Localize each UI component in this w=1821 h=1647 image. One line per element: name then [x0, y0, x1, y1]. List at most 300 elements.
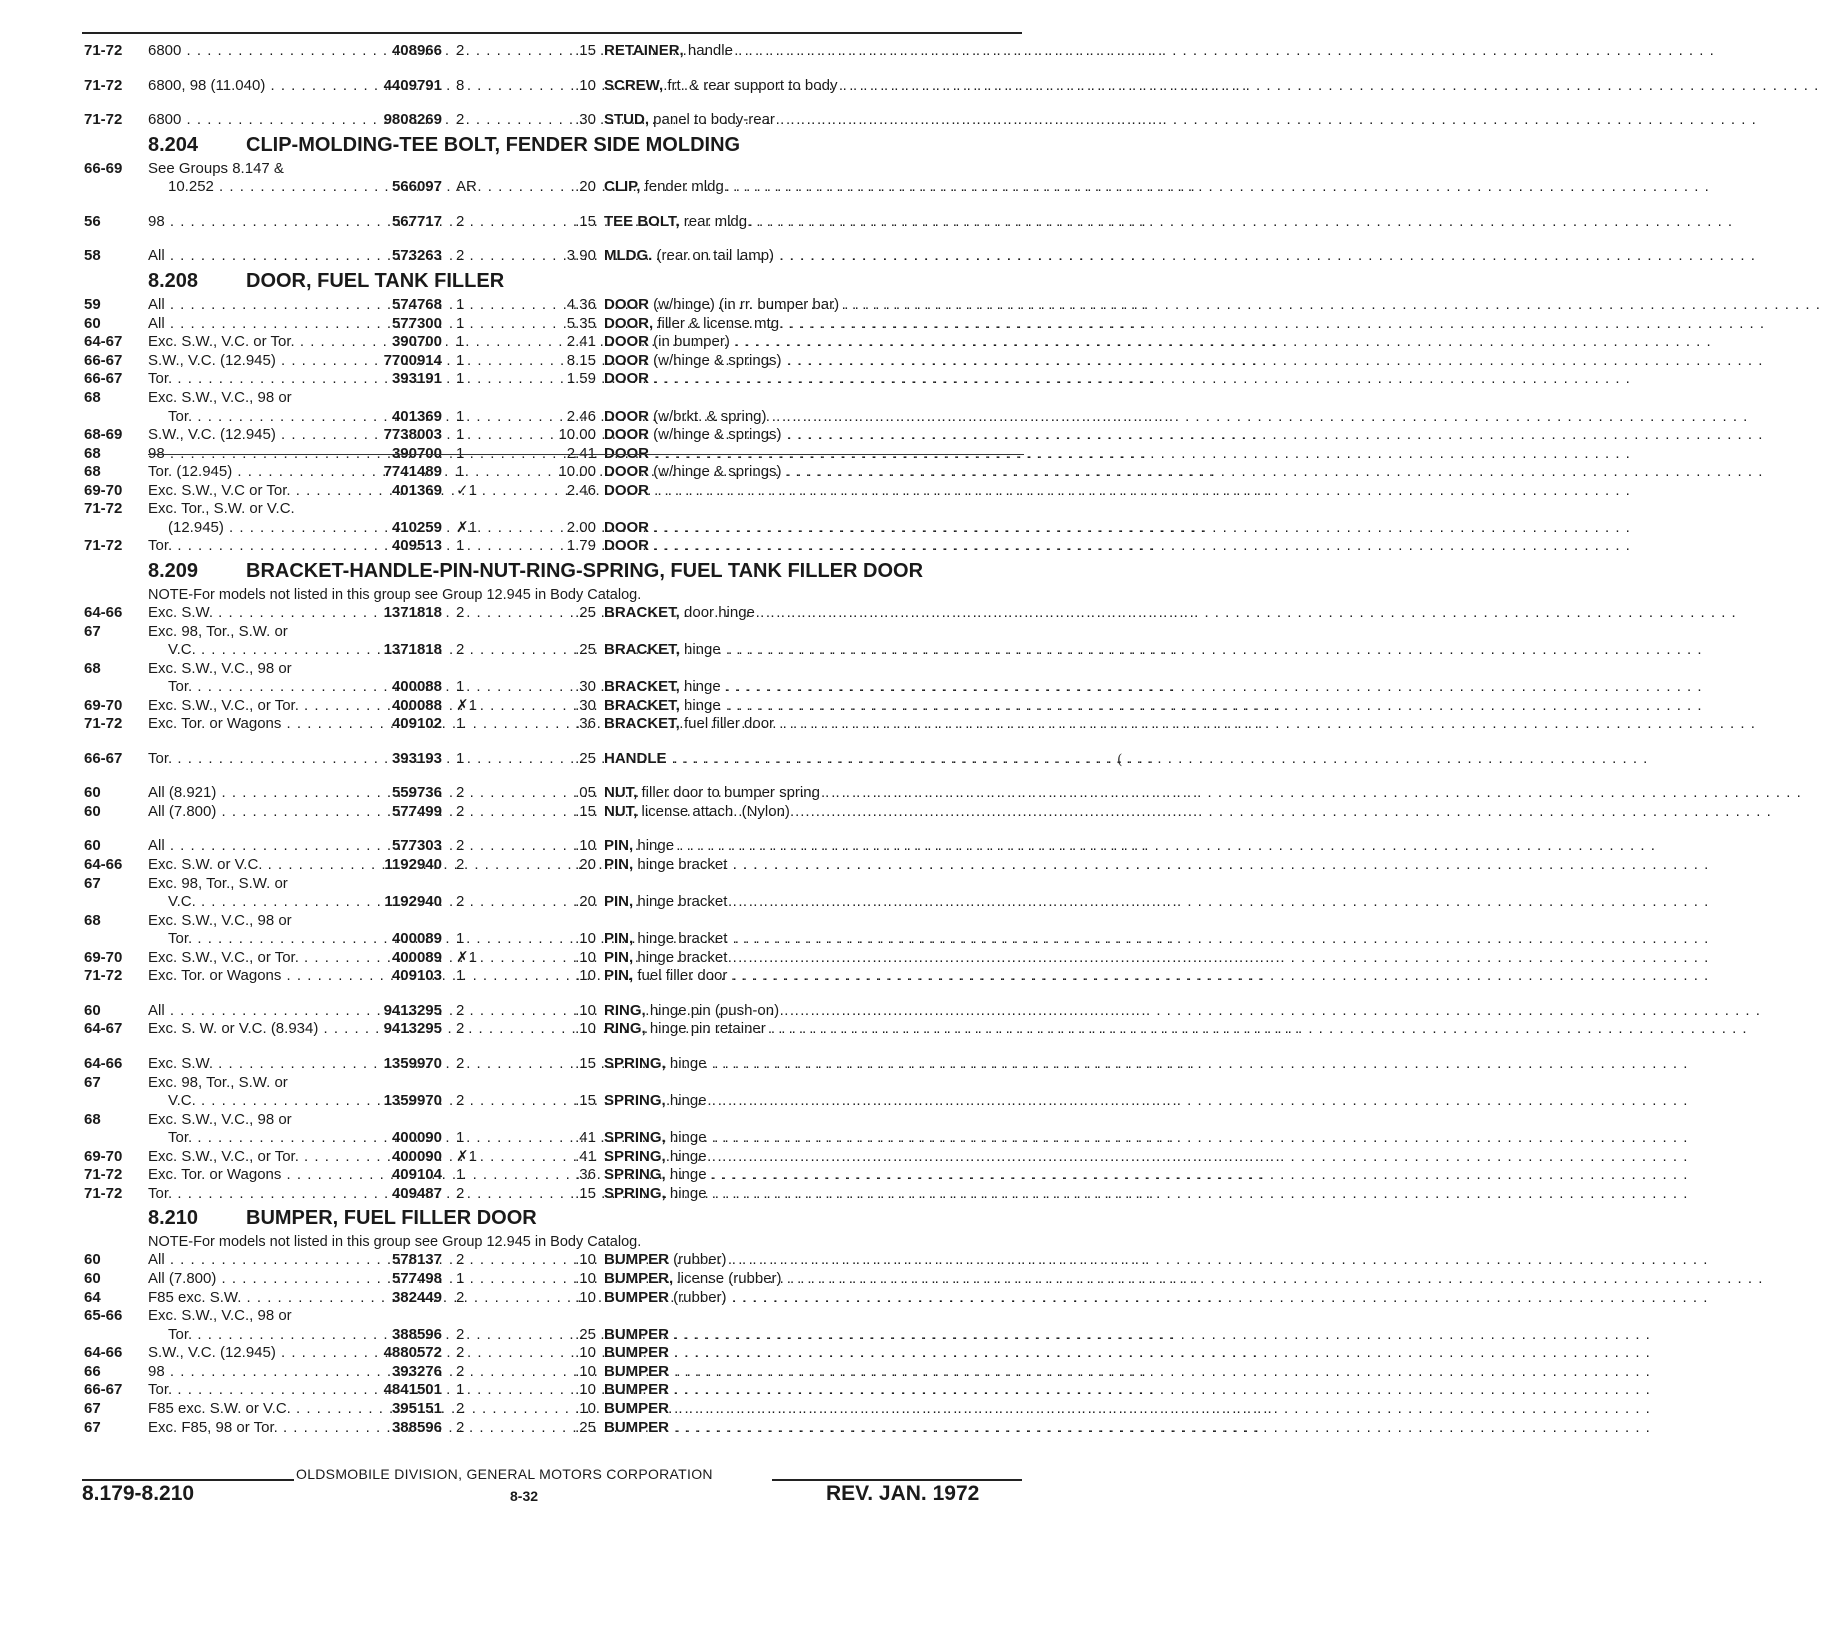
part-number: 409513	[391, 537, 442, 555]
part-number: 1371818	[383, 641, 442, 659]
part-detail: hinge pin retainer	[645, 1020, 766, 1038]
price: .41	[575, 1147, 596, 1165]
table-row	[84, 1381, 1024, 1400]
part-detail: hinge	[665, 1092, 707, 1110]
model-text: 98	[148, 444, 165, 462]
price: .10	[575, 930, 596, 948]
model-years: 67	[84, 1418, 101, 1436]
part-name: DOOR	[604, 407, 649, 425]
part-description	[604, 641, 1024, 660]
model-years: 58	[84, 247, 101, 265]
group-title: BUMPER, FUEL FILLER DOOR	[246, 1207, 537, 1230]
table-row	[84, 803, 1024, 822]
part-name: PIN,	[604, 837, 634, 855]
model-text: Exc. Tor. or Wagons	[148, 715, 282, 733]
part-number: 566097	[391, 178, 442, 196]
quantity: 1	[456, 537, 465, 555]
part-number: 9413295	[383, 1001, 442, 1019]
table-row	[84, 333, 1024, 352]
model-applicability	[148, 1110, 368, 1147]
model-years: 64-66	[84, 1055, 123, 1073]
price: .20	[575, 178, 596, 196]
part-number: 388596	[391, 1325, 442, 1343]
quantity: 2	[456, 1344, 465, 1362]
quantity: 2	[456, 1418, 465, 1436]
model-text: All (8.921)	[148, 784, 217, 802]
model-years: 64-66	[84, 603, 123, 621]
part-detail: (rear on tail lamp)	[652, 247, 775, 265]
part-number: 9413295	[383, 1020, 442, 1038]
price: .36	[575, 1166, 596, 1184]
part-description	[604, 1381, 1024, 1400]
table-row	[84, 1251, 1024, 1270]
model-text: Exc. S.W., V.C. or Tor.	[148, 333, 295, 351]
part-description	[604, 213, 1024, 232]
table-row	[84, 1400, 1024, 1419]
part-number: 567717	[391, 212, 442, 230]
part-description	[604, 42, 1024, 61]
table-row	[84, 160, 1024, 197]
part-number: 578137	[391, 1251, 442, 1269]
quantity: 2	[456, 802, 465, 820]
model-text: S.W., V.C. (12.945)	[148, 351, 276, 369]
model-years: 60	[84, 1251, 101, 1269]
part-description	[604, 426, 1024, 445]
part-description	[604, 1020, 1024, 1039]
quantity: 1	[456, 314, 465, 332]
table-row	[84, 697, 1024, 716]
table-row	[84, 445, 1024, 464]
part-detail: fender mldg.	[640, 178, 728, 196]
price: .10	[575, 1288, 596, 1306]
model-years: 59	[84, 295, 101, 313]
price: 2.46	[566, 481, 596, 499]
price: 2.46	[566, 407, 596, 425]
part-name: RETAINER,	[604, 42, 684, 59]
table-row	[84, 875, 1024, 912]
table-row	[84, 352, 1024, 371]
model-text: All (7.800)	[148, 1270, 217, 1287]
part-description	[604, 1289, 1024, 1308]
model-text: Exc. S.W., V.C or Tor.	[148, 481, 291, 499]
table-row	[84, 837, 1024, 856]
part-name: BUMPER	[604, 1251, 670, 1269]
part-detail: door hinge	[679, 603, 755, 621]
model-years: 66-67	[84, 351, 123, 369]
part-description	[604, 1092, 1024, 1111]
price: .05	[575, 784, 596, 802]
part-description	[604, 1129, 1024, 1148]
price: .10	[575, 1344, 596, 1362]
group-note: NOTE-For models not listed in this group see Group 12.945 in Body Catalog.	[148, 586, 642, 603]
part-description	[604, 697, 1024, 716]
part-number: 401369	[391, 407, 442, 425]
quantity: 2	[456, 1001, 465, 1019]
model-years: 71-72	[84, 1184, 123, 1202]
model-text: 6800, 98 (11.040)	[148, 76, 266, 94]
part-number: 390700	[391, 444, 442, 462]
model-text: Exc. 98, Tor., S.W. or	[148, 622, 288, 640]
model-years: 71-72	[84, 1166, 123, 1184]
part-name: SPRING,	[604, 1055, 666, 1073]
quantity: 2	[456, 837, 465, 855]
model-years: 67	[84, 622, 101, 640]
group-number: 8.208	[148, 269, 199, 292]
quantity: 1	[456, 407, 465, 425]
model-years: 69-70	[84, 1147, 123, 1165]
model-text: Exc. S.W., V.C., 98 or	[148, 659, 292, 677]
part-number: 1371818	[383, 603, 442, 621]
part-number: 1359970	[383, 1092, 442, 1110]
part-number: 410259	[391, 518, 442, 536]
part-detail: hinge	[633, 837, 675, 855]
table-row	[84, 463, 1024, 482]
part-name: PIN,	[604, 948, 634, 966]
part-number: 409104	[391, 1166, 442, 1184]
model-years: 68	[84, 1110, 101, 1128]
model-text: 98	[148, 1362, 165, 1380]
part-number: 7700914	[383, 351, 442, 369]
part-number: 559736	[391, 784, 442, 802]
part-number: 573263	[391, 247, 442, 265]
model-text-2: V.C.	[168, 641, 196, 659]
model-text: All	[148, 837, 165, 855]
quantity: 1	[456, 333, 465, 351]
part-detail: hinge	[679, 641, 721, 659]
part-name: SPRING,	[604, 1092, 666, 1110]
model-years: 67	[84, 1399, 101, 1417]
part-name: SPRING,	[604, 1184, 666, 1202]
price: 3.90	[566, 247, 596, 265]
price: .30	[575, 111, 596, 129]
part-detail: (w/hinge & springs)	[649, 351, 782, 369]
part-detail: filler & license mtg.	[653, 314, 784, 332]
footer-rule-left	[82, 1479, 294, 1481]
part-description	[604, 893, 1024, 912]
quantity: ✗1	[456, 696, 477, 714]
price: .20	[575, 856, 596, 874]
table-row	[84, 1289, 1024, 1308]
quantity: 1	[456, 370, 465, 388]
part-name: BUMPER	[604, 1325, 670, 1343]
price: 10.00	[558, 463, 596, 481]
part-number: 1192940	[384, 856, 442, 874]
part-name: PIN,	[604, 967, 634, 985]
part-description	[604, 77, 1024, 96]
footer-page-number: 8-32	[510, 1488, 539, 1504]
group-note: NOTE-For models not listed in this group see Group 12.945 in Body Catalog.	[148, 1234, 642, 1251]
part-name: PIN,	[604, 893, 634, 911]
part-number: 400090	[391, 1147, 442, 1165]
part-name: DOOR	[604, 444, 649, 462]
model-text: Exc. 98, Tor., S.W. or	[148, 874, 288, 892]
group-number: 8.210	[148, 1207, 199, 1230]
quantity: 1	[456, 1270, 465, 1287]
part-detail: hinge pin (push-on)	[645, 1001, 780, 1019]
table-row	[84, 426, 1024, 445]
part-number: 388596	[391, 1418, 442, 1436]
model-text-2: Tor.	[168, 678, 193, 696]
part-description	[604, 1419, 1024, 1438]
part-name: BUMPER	[604, 1418, 670, 1436]
part-detail: fuel filler door	[679, 715, 775, 733]
part-detail: filler door to bumper spring	[637, 784, 820, 802]
spacer	[84, 821, 1024, 837]
footer-group-range: 8.179-8.210	[82, 1482, 195, 1505]
model-text-2: Tor.	[168, 407, 193, 425]
part-number: 1359970	[383, 1055, 442, 1073]
model-years: 64	[84, 1288, 101, 1306]
part-name: HANDLE	[604, 749, 667, 767]
part-description	[604, 519, 1024, 538]
part-detail: hinge bracket	[633, 948, 728, 966]
quantity: 1	[456, 1166, 465, 1184]
part-name: TEE BOLT,	[604, 212, 680, 230]
price: .30	[575, 696, 596, 714]
part-detail: (w/brkt. & spring)	[649, 407, 767, 425]
model-years: 56	[84, 212, 101, 230]
part-detail: hinge	[679, 696, 721, 714]
model-text: Exc. S.W., V.C., 98 or	[148, 1110, 292, 1128]
table-row	[84, 1270, 1024, 1289]
model-text: 6800	[148, 42, 182, 59]
model-text-2: Tor.	[168, 930, 193, 948]
model-years: 68	[84, 444, 101, 462]
part-description	[604, 1270, 1024, 1289]
model-years: 66-67	[84, 1381, 123, 1399]
margin-mark: (	[1117, 752, 1123, 768]
part-name: SPRING,	[604, 1166, 666, 1184]
model-years: 64-66	[84, 1344, 123, 1362]
quantity: 2	[456, 784, 465, 802]
table-row	[84, 949, 1024, 968]
part-description	[604, 750, 1024, 769]
model-text: Exc. F85, 98 or Tor.	[148, 1418, 278, 1436]
price: .10	[575, 1362, 596, 1380]
price: .10	[575, 76, 596, 94]
part-detail: license attach. (Nylon)	[637, 802, 790, 820]
part-number: 577498	[391, 1270, 442, 1287]
part-name: SPRING,	[604, 1129, 666, 1147]
part-description	[604, 1400, 1024, 1419]
part-name: DOOR	[604, 537, 649, 555]
footer-revision: REV. JAN. 1972	[826, 1482, 980, 1505]
quantity: 1	[456, 295, 465, 313]
part-detail: (w/hinge & springs)	[649, 425, 782, 443]
table-row	[84, 1344, 1024, 1363]
part-description	[604, 482, 1024, 501]
part-name: RING,	[604, 1020, 646, 1038]
part-description	[604, 949, 1024, 968]
part-number: 9808269	[383, 111, 442, 129]
model-years: 64-67	[84, 333, 123, 351]
part-number: 382449	[391, 1288, 442, 1306]
quantity: 1	[456, 1381, 465, 1399]
quantity: 1	[456, 715, 465, 733]
model-years: 60	[84, 1270, 101, 1287]
part-description	[604, 333, 1024, 352]
part-name: BRACKET,	[604, 603, 680, 621]
quantity: 1	[456, 425, 465, 443]
table-row	[84, 1307, 1024, 1344]
price: 2.41	[566, 333, 596, 351]
price: 1.79	[566, 537, 596, 555]
part-description	[604, 967, 1024, 986]
part-description	[604, 604, 1024, 623]
part-detail: (w/hinge) (in rr. bumper bar)	[649, 295, 840, 313]
part-number: 400088	[391, 678, 442, 696]
part-detail: panel to body-rear	[649, 111, 775, 129]
part-number: 400088	[391, 696, 442, 714]
quantity: 1	[456, 463, 465, 481]
part-number: 574768	[391, 295, 442, 313]
part-number: 400090	[391, 1129, 442, 1147]
price: 4.36	[566, 295, 596, 313]
model-years: 66-67	[84, 370, 123, 388]
part-detail: hinge	[665, 1147, 707, 1165]
model-years: 71-72	[84, 967, 123, 985]
price: .10	[575, 837, 596, 855]
model-years: 60	[84, 314, 101, 332]
table-row	[84, 537, 1024, 556]
part-name: DOOR	[604, 351, 649, 369]
part-number: 409487	[391, 1184, 442, 1202]
price: .10	[575, 1381, 596, 1399]
part-description	[604, 837, 1024, 856]
model-text-2: (12.945)	[168, 518, 224, 536]
part-detail: hinge	[665, 1055, 707, 1073]
part-name: DOOR	[604, 481, 649, 499]
table-row	[84, 1419, 1024, 1438]
spacer	[84, 197, 1024, 213]
part-description	[604, 856, 1024, 875]
part-number: 395151	[391, 1399, 442, 1417]
model-years: 71-72	[84, 111, 123, 129]
table-row	[84, 1002, 1024, 1021]
quantity: 2	[456, 641, 465, 659]
model-applicability	[148, 500, 368, 536]
model-text: All	[148, 295, 165, 313]
model-applicability	[148, 622, 368, 659]
model-text: Tor.	[148, 1381, 173, 1399]
model-text: 6800	[148, 111, 182, 129]
spacer	[84, 986, 1024, 1002]
model-text: Tor.	[148, 537, 173, 555]
price: .10	[575, 1399, 596, 1417]
table-row	[84, 715, 1024, 734]
model-text: S.W., V.C. (12.945)	[148, 1344, 276, 1362]
part-detail: hinge	[679, 678, 721, 696]
model-applicability	[148, 388, 368, 425]
model-text: Exc. Tor. or Wagons	[148, 967, 282, 985]
table-row	[84, 389, 1024, 426]
part-description	[604, 537, 1024, 556]
model-text: Exc. S. W. or V.C. (8.934)	[148, 1020, 319, 1038]
group-heading	[84, 266, 1024, 296]
price: .25	[575, 1418, 596, 1436]
price: .15	[575, 802, 596, 820]
price: .15	[575, 1055, 596, 1073]
part-number: 408966	[391, 42, 442, 59]
table-row	[84, 1363, 1024, 1382]
part-name: STUD,	[604, 111, 649, 129]
part-detail: hinge	[665, 1129, 707, 1147]
model-years: 68	[84, 463, 101, 481]
part-number: 4880572	[383, 1344, 442, 1362]
model-text: Exc. S.W.	[148, 603, 214, 621]
model-text-2: 10.252	[168, 178, 214, 196]
price: .41	[575, 1129, 596, 1147]
table-row	[84, 604, 1024, 623]
part-number: 4841501	[383, 1381, 442, 1399]
quantity: 2	[456, 893, 465, 911]
table-row	[84, 296, 1024, 315]
model-years: 68	[84, 659, 101, 677]
quantity: 1	[456, 351, 465, 369]
model-text-2: V.C.	[168, 1092, 196, 1110]
model-applicability	[148, 911, 368, 948]
part-detail: (rubber)	[669, 1288, 727, 1306]
model-years: 64-67	[84, 1020, 123, 1038]
model-years: 65-66	[84, 1307, 123, 1325]
price: .25	[575, 641, 596, 659]
part-detail: rear mldg.	[679, 212, 752, 230]
quantity: 2	[456, 603, 465, 621]
part-detail: fuel filler door	[633, 967, 728, 985]
part-name: DOOR	[604, 370, 649, 388]
quantity: 1	[456, 1129, 465, 1147]
model-applicability	[148, 874, 368, 911]
quantity: 2	[456, 1399, 465, 1417]
model-text: Exc. 98, Tor., S.W. or	[148, 1073, 288, 1091]
strikethrough-line	[148, 454, 1024, 455]
part-number: 393193	[391, 749, 442, 767]
price: 2.00	[566, 518, 596, 536]
part-number: 4409791	[383, 76, 442, 94]
quantity: 2	[456, 1055, 465, 1073]
part-number: 393276	[391, 1362, 442, 1380]
part-description	[604, 1185, 1024, 1204]
group-number: 8.204	[148, 133, 199, 156]
table-row	[84, 111, 1024, 130]
part-name: DOOR	[604, 425, 649, 443]
quantity: 8	[456, 76, 465, 94]
model-text: All	[148, 1001, 165, 1019]
table-row	[84, 315, 1024, 334]
part-number: 7738003	[383, 425, 442, 443]
price: .10	[575, 1020, 596, 1038]
model-text: Tor.	[148, 1184, 173, 1202]
part-name: DOOR	[604, 333, 649, 351]
part-name: DOOR	[604, 295, 649, 313]
part-name: DOOR,	[604, 314, 654, 332]
part-name: DOOR	[604, 518, 649, 536]
model-text: Exc. Tor., S.W. or V.C.	[148, 500, 295, 518]
part-description	[604, 930, 1024, 949]
model-years: 69-70	[84, 696, 123, 714]
model-years: 64-66	[84, 856, 123, 874]
part-description	[604, 1002, 1024, 1021]
part-detail: hinge bracket	[633, 930, 728, 948]
table-row	[84, 500, 1024, 537]
quantity: 1	[456, 749, 465, 767]
price: .10	[575, 1270, 596, 1287]
group-heading	[84, 130, 1024, 160]
part-description	[604, 315, 1024, 334]
table-row	[84, 623, 1024, 660]
group-title: BRACKET-HANDLE-PIN-NUT-RING-SPRING, FUEL TANK FILLER DOOR	[246, 559, 924, 582]
quantity: ✓1	[456, 481, 477, 499]
